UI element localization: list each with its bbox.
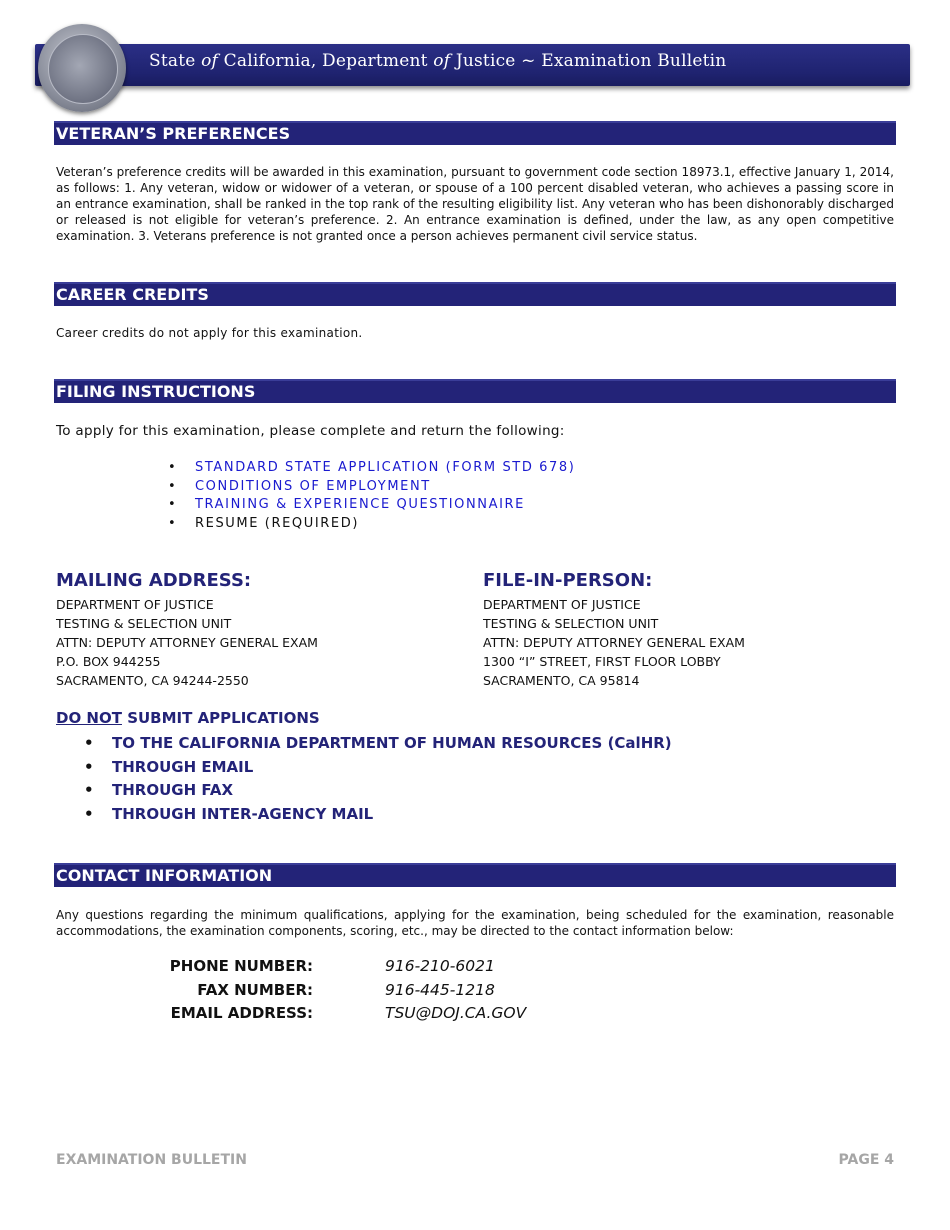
link-std-678-application[interactable]: • STANDARD STATE APPLICATION (FORM STD 678) bbox=[168, 459, 575, 478]
mailing-address-heading: MAILING ADDRESS: bbox=[56, 570, 252, 591]
do-not-submit-list bbox=[84, 732, 672, 827]
address-line: TESTING & SELECTION UNIT bbox=[483, 616, 659, 631]
email-value[interactable]: TSU@DOJ.CA.GOV bbox=[385, 1004, 527, 1022]
filing-intro: To apply for this examination, please complete and return the following: bbox=[56, 423, 565, 439]
file-in-person-lines bbox=[483, 595, 745, 690]
phone-value: 916-210-6021 bbox=[385, 957, 495, 975]
address-line: ATTN: DEPUTY ATTORNEY GENERAL EXAM bbox=[483, 635, 745, 650]
section-heading-career: CAREER CREDITS bbox=[54, 282, 896, 306]
veterans-body: Veteran’s preference credits will be awarded in this examination, pursuant to government code section 18973.1, effective January 1, 2014, as follows: 1. Any veteran, widow or widower of a veteran, or spouse of a 100 percent disabled veteran, who achieves a passing score in an entrance examination, shall be ranked in the top rank of the resulting eligibility list. Any veteran who has been dishonorably discharged or released is not eligible for veteran’s preference. 2. An entrance examination is defined, under the law, as any open competitive examination. 3. Veterans preference is not granted once a person achieves permanent civil service status. bbox=[56, 165, 894, 243]
fax-label: FAX NUMBER: bbox=[197, 980, 313, 999]
address-line: TESTING & SELECTION UNIT bbox=[56, 616, 232, 631]
address-line: DEPARTMENT OF JUSTICE bbox=[483, 597, 641, 612]
file-in-person-heading: FILE-IN-PERSON: bbox=[483, 570, 653, 591]
email-label: EMAIL ADDRESS: bbox=[170, 1004, 313, 1022]
fax-value: 916-445-1218 bbox=[385, 980, 495, 999]
footer-bulletin-label: EXAMINATION BULLETIN bbox=[56, 1152, 247, 1168]
phone-label: PHONE NUMBER: bbox=[169, 957, 313, 975]
list-item: • THROUGH EMAIL bbox=[84, 756, 672, 780]
career-body: Career credits do not apply for this examination. bbox=[56, 326, 363, 340]
address-line: P.O. BOX 944255 bbox=[56, 654, 161, 669]
list-item: • TO THE CALIFORNIA DEPARTMENT OF HUMAN RESOURCES (CalHR) bbox=[84, 732, 672, 756]
doj-seal-logo bbox=[38, 24, 126, 112]
list-item: • THROUGH FAX bbox=[84, 779, 672, 803]
list-item-resume: • RESUME (REQUIRED) bbox=[168, 515, 575, 534]
address-line: 1300 “I” STREET, FIRST FLOOR LOBBY bbox=[483, 654, 721, 669]
mailing-address-lines bbox=[56, 595, 318, 690]
address-line: DEPARTMENT OF JUSTICE bbox=[56, 597, 214, 612]
do-not-submit-heading: DO NOT SUBMIT APPLICATIONS bbox=[56, 709, 320, 727]
contact-body: Any questions regarding the minimum qualifications, applying for the examination, being scheduled for the examination, reasonable accommodations, the examination components, scoring, etc., may be directed to the contact information below: bbox=[56, 908, 894, 938]
filing-document-list bbox=[168, 459, 575, 534]
address-line: SACRAMENTO, CA 94244-2550 bbox=[56, 673, 249, 688]
section-heading-filing: FILING INSTRUCTIONS bbox=[54, 379, 896, 403]
link-conditions-of-employment[interactable]: • CONDITIONS OF EMPLOYMENT bbox=[168, 478, 575, 497]
address-line: SACRAMENTO, CA 95814 bbox=[483, 673, 640, 688]
address-line: ATTN: DEPUTY ATTORNEY GENERAL EXAM bbox=[56, 635, 318, 650]
header-title: State of California, Department of Justice ~ Examination Bulletin bbox=[149, 51, 727, 71]
list-item: • THROUGH INTER-AGENCY MAIL bbox=[84, 803, 672, 827]
section-heading-veterans: VETERAN’S PREFERENCES bbox=[54, 121, 896, 145]
footer-page-number: PAGE 4 bbox=[838, 1152, 894, 1168]
link-training-experience-questionnaire[interactable]: • TRAINING & EXPERIENCE QUESTIONNAIRE bbox=[168, 496, 575, 515]
section-heading-contact: CONTACT INFORMATION bbox=[54, 863, 896, 887]
